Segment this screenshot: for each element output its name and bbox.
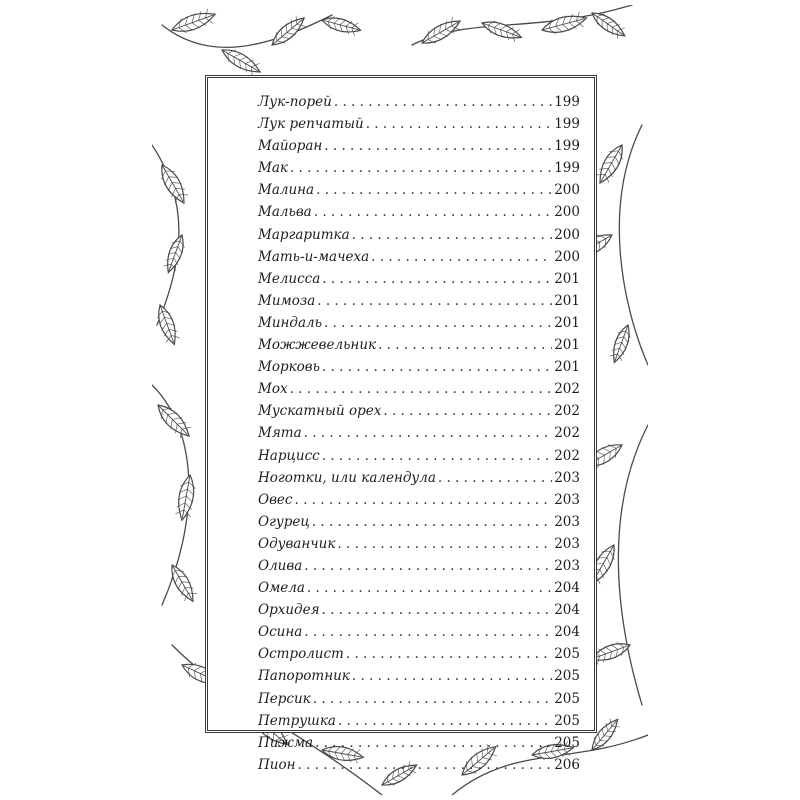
- toc-dot-leader: [316, 182, 552, 198]
- toc-entry-page-number: 201: [554, 314, 580, 331]
- toc-entry: [258, 315, 580, 337]
- toc-entry-title: Малина: [258, 182, 315, 199]
- toc-entry-title: Мать-и-мачеха: [258, 248, 370, 265]
- toc-entry: [258, 94, 580, 116]
- toc-entry: [258, 116, 580, 138]
- toc-dot-leader: [438, 470, 552, 486]
- toc-entry: [258, 470, 580, 492]
- toc-entry-title: Папоротник: [258, 668, 350, 685]
- toc-entry-page-number: 203: [554, 557, 580, 574]
- toc-entry-title: Осина: [258, 624, 303, 641]
- toc-dot-leader: [290, 160, 552, 176]
- toc-entry-page-number: 199: [554, 116, 580, 133]
- toc-entry: [258, 514, 580, 536]
- toc-entry: [258, 558, 580, 580]
- toc-entry-title: Остролист: [258, 646, 344, 663]
- toc-entry-page-number: 201: [554, 270, 580, 287]
- toc-entry: [258, 271, 580, 293]
- toc-entry-page-number: 199: [554, 160, 580, 177]
- toc-entry-page-number: 202: [554, 447, 580, 464]
- toc-entry-page-number: 201: [554, 337, 580, 354]
- toc-entry-page-number: 199: [554, 138, 580, 155]
- toc-entry: [258, 646, 580, 668]
- toc-entry-title: Мускатный орех: [258, 403, 382, 420]
- toc-entry-title: Можжевельник: [258, 337, 377, 354]
- toc-entry-title: Пижма: [258, 734, 314, 751]
- toc-entry-title: Мох: [258, 381, 288, 398]
- toc-entry-page-number: 203: [554, 491, 580, 508]
- toc-entry-title: Маргаритка: [258, 226, 350, 243]
- toc-entry-title: Олива: [258, 557, 303, 574]
- toc-dot-leader: [352, 227, 553, 243]
- toc-entry-title: Пион: [258, 756, 296, 773]
- toc-entry-page-number: 204: [554, 580, 580, 597]
- toc-entry-page-number: 201: [554, 292, 580, 309]
- toc-dot-leader: [346, 646, 552, 662]
- toc-entry-title: Мята: [258, 425, 302, 442]
- toc-dot-leader: [307, 580, 552, 596]
- toc-entry: [258, 668, 580, 690]
- toc-entry-page-number: 204: [554, 602, 580, 619]
- toc-dot-leader: [337, 536, 552, 552]
- toc-dot-leader: [304, 624, 552, 640]
- toc-entry: [258, 691, 580, 713]
- toc-dot-leader: [322, 602, 553, 618]
- toc-list: [258, 94, 580, 779]
- toc-entry-page-number: 205: [554, 734, 580, 751]
- toc-entry: [258, 492, 580, 514]
- toc-entry-page-number: 202: [554, 381, 580, 398]
- toc-entry: [258, 204, 580, 226]
- toc-dot-leader: [322, 359, 552, 375]
- toc-entry-title: Мимоза: [258, 292, 316, 309]
- toc-dot-leader: [322, 271, 552, 287]
- toc-entry-page-number: 206: [554, 756, 580, 773]
- toc-dot-leader: [317, 293, 552, 309]
- toc-entry-title: Петрушка: [258, 712, 336, 729]
- toc-dot-leader: [304, 558, 552, 574]
- toc-dot-leader: [334, 94, 552, 110]
- toc-dot-leader: [366, 116, 553, 132]
- toc-entry-page-number: 205: [554, 712, 580, 729]
- toc-dot-leader: [313, 691, 552, 707]
- toc-dot-leader: [338, 713, 552, 729]
- toc-entry: [258, 735, 580, 757]
- toc-entry-title: Мак: [258, 160, 288, 177]
- toc-entry: [258, 624, 580, 646]
- toc-dot-leader: [383, 403, 552, 419]
- toc-dot-leader: [322, 448, 553, 464]
- toc-entry-title: Огурец: [258, 513, 310, 530]
- toc-entry-title: Морковь: [258, 359, 320, 376]
- toc-entry-page-number: 202: [554, 425, 580, 442]
- toc-entry-page-number: 205: [554, 690, 580, 707]
- toc-entry: [258, 381, 580, 403]
- toc-entry: [258, 580, 580, 602]
- toc-entry: [258, 160, 580, 182]
- toc-entry: [258, 602, 580, 624]
- toc-entry-page-number: 199: [554, 94, 580, 110]
- toc-entry: [258, 713, 580, 735]
- toc-entry: [258, 182, 580, 204]
- toc-entry: [258, 227, 580, 249]
- toc-entry-title: Лук-порей: [258, 94, 332, 110]
- toc-entry-page-number: 204: [554, 624, 580, 641]
- toc-entry: [258, 757, 580, 779]
- table-of-contents: [205, 75, 597, 773]
- toc-entry-page-number: 201: [554, 359, 580, 376]
- toc-dot-leader: [314, 204, 552, 220]
- toc-entry-page-number: 205: [554, 646, 580, 663]
- toc-entry-title: Мальва: [258, 204, 312, 221]
- book-page: [152, 5, 648, 795]
- toc-entry: [258, 403, 580, 425]
- toc-entry-page-number: 203: [554, 469, 580, 486]
- toc-entry-title: Орхидея: [258, 602, 320, 619]
- toc-dot-leader: [324, 138, 552, 154]
- toc-entry: [258, 448, 580, 470]
- toc-entry-title: Персик: [258, 690, 311, 707]
- toc-entry-page-number: 203: [554, 535, 580, 552]
- toc-entry-title: Майоран: [258, 138, 323, 155]
- toc-entry-title: Лук репчатый: [258, 116, 364, 133]
- toc-entry-page-number: 200: [554, 226, 580, 243]
- toc-entry: [258, 536, 580, 558]
- toc-entry-page-number: 203: [554, 513, 580, 530]
- toc-entry: [258, 425, 580, 447]
- toc-entry-title: Нарцисс: [258, 447, 320, 464]
- toc-dot-leader: [352, 668, 552, 684]
- toc-dot-leader: [312, 514, 552, 530]
- toc-dot-leader: [294, 492, 552, 508]
- toc-entry-page-number: 202: [554, 403, 580, 420]
- toc-entry-title: Ноготки, или календула: [258, 469, 436, 486]
- toc-dot-leader: [298, 757, 553, 773]
- toc-entry-title: Омела: [258, 580, 305, 597]
- toc-entry: [258, 359, 580, 381]
- toc-dot-leader: [315, 735, 552, 751]
- toc-entry-title: Овес: [258, 491, 293, 508]
- toc-dot-leader: [304, 425, 553, 441]
- toc-entry: [258, 337, 580, 359]
- toc-dot-leader: [290, 381, 553, 397]
- toc-entry-page-number: 200: [554, 204, 580, 221]
- toc-entry-page-number: 205: [554, 668, 580, 685]
- toc-entry-page-number: 200: [554, 182, 580, 199]
- toc-entry-title: Мелисса: [258, 270, 321, 287]
- toc-entry: [258, 293, 580, 315]
- toc-dot-leader: [378, 337, 552, 353]
- toc-entry-title: Одуванчик: [258, 535, 336, 552]
- toc-entry-page-number: 200: [554, 248, 580, 265]
- toc-entry: [258, 138, 580, 160]
- toc-dot-leader: [371, 249, 552, 265]
- toc-entry: [258, 249, 580, 271]
- toc-entry-title: Миндаль: [258, 314, 322, 331]
- toc-dot-leader: [324, 315, 552, 331]
